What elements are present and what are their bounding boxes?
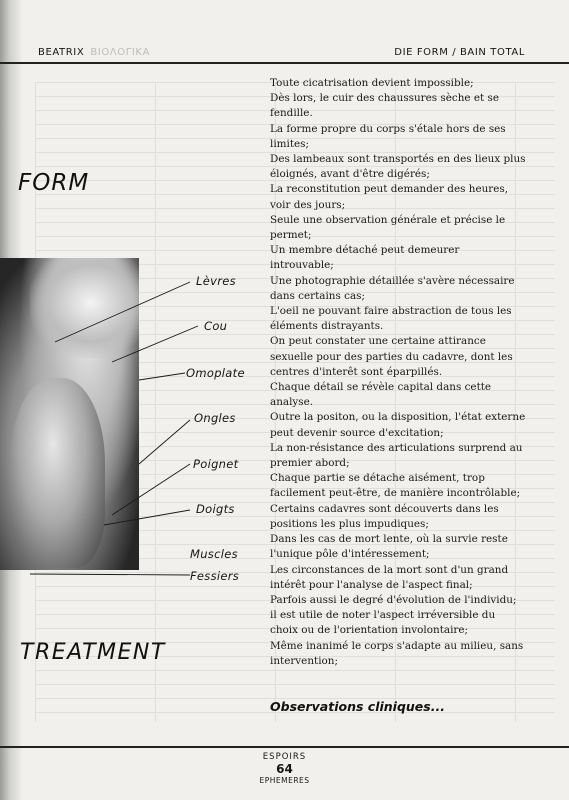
body-text-line: L'oeil ne pouvant faire abstraction de tous les bbox=[270, 305, 512, 318]
body-text-line: centres d'interêt sont éparpillés. bbox=[270, 365, 443, 378]
body-text-line: Certains cadavres sont découverts dans les bbox=[270, 502, 499, 515]
label-muscles: Muscles bbox=[190, 547, 238, 561]
header-author: BEATRIX bbox=[38, 47, 85, 58]
body-text-line: Toute cicatrisation devient impossible; bbox=[270, 77, 474, 89]
body-text-line: Dans les cas de mort lente, où la survie reste bbox=[270, 533, 508, 546]
body-text-line: Chaque partie se détache aisément, trop bbox=[270, 472, 485, 485]
footer-espoirs: ESPOIRS bbox=[262, 752, 307, 762]
body-text-line: dans certains cas; bbox=[270, 289, 365, 302]
body-text-line: Chaque détail se révèle capital dans cette bbox=[270, 381, 492, 394]
signature-text: Observations cliniques... bbox=[270, 699, 445, 714]
body-text-line: On peut constater une certaine attirance bbox=[270, 335, 486, 348]
label-levres: Lèvres bbox=[196, 274, 236, 288]
body-text-line: La non-résistance des articulations surprend au bbox=[270, 441, 523, 454]
body-text-line: analyse. bbox=[270, 396, 314, 409]
title-treatment: TREATMENT bbox=[20, 640, 166, 665]
body-text-line: sexuelle pour des parties du cadavre, dont les bbox=[270, 350, 513, 363]
body-text-line: il est utile de noter l'aspect irréversible du bbox=[270, 609, 496, 622]
body-text-line: premier abord; bbox=[270, 457, 350, 470]
body-text-line: facilement peut-être, de manière incontrôlable; bbox=[270, 487, 521, 500]
body-text-line: Seule une observation générale et précise le bbox=[270, 213, 506, 226]
body-text-line: permet; bbox=[270, 229, 312, 242]
body-text-line: intérêt pour l'analyse de l'aspect final; bbox=[270, 578, 473, 591]
label-omoplate: Omoplate bbox=[186, 366, 245, 380]
body-text-line: Les circonstances de la mort sont d'un grand bbox=[270, 563, 509, 576]
body-text-line: voir des jours; bbox=[270, 198, 346, 211]
body-text-line: Dès lors, le cuir des chaussures sèche et se bbox=[270, 92, 499, 105]
body-text-line: Même inanimé le corps s'adapte au milieu, sans bbox=[270, 639, 524, 652]
body-text-line: Une photographie détaillée s'avère nécessaire bbox=[270, 274, 515, 287]
page-footer bbox=[0, 752, 569, 785]
body-text-line: Un membre détaché peut demeurer bbox=[270, 244, 460, 257]
body-text-line: limites; bbox=[270, 137, 309, 150]
body-text-line: Parfois aussi le degré d'évolution de l'individu; bbox=[270, 593, 517, 606]
label-ongles: Ongles bbox=[194, 411, 236, 425]
photo-figure bbox=[10, 378, 105, 568]
body-text-line: choix ou de l'orientation involontaire; bbox=[270, 624, 469, 637]
photo-drapery bbox=[30, 258, 139, 358]
body-text-line: Des lambeaux sont transportés en des lieux plus bbox=[270, 153, 526, 166]
body-text-line: Outre la positon, ou la disposition, l'état externe bbox=[270, 411, 526, 424]
header-ghost-text: ΒΙΟΛΟΓΙΚΑ bbox=[90, 47, 151, 58]
header-left bbox=[38, 47, 150, 58]
footer-rule bbox=[0, 746, 569, 748]
label-doigts: Doigts bbox=[196, 502, 235, 516]
body-text-line: intervention; bbox=[270, 654, 338, 667]
header-rule bbox=[0, 62, 569, 64]
footer-ephemeres: EPHEMERES bbox=[259, 776, 310, 785]
body-text-line: fendille. bbox=[270, 107, 313, 120]
body-text-line: l'unique pôle d'intéressement; bbox=[270, 548, 430, 561]
body-text-line: introuvable; bbox=[270, 259, 334, 272]
page-header bbox=[0, 47, 569, 63]
title-form: FORM bbox=[18, 170, 90, 196]
label-poignet: Poignet bbox=[193, 457, 239, 471]
body-text bbox=[270, 76, 556, 669]
body-text-line: peut devenir source d'excitation; bbox=[270, 426, 444, 439]
body-text-line: éléments distrayants. bbox=[270, 320, 384, 333]
body-text-line: éloignés, avant d'être digérés; bbox=[270, 168, 430, 181]
body-text-line: La reconstitution peut demander des heures, bbox=[270, 183, 509, 196]
header-title: DIE FORM / BAIN TOTAL bbox=[394, 47, 525, 58]
page-number: 64 bbox=[276, 762, 293, 776]
body-text-line: La forme propre du corps s'étale hors de ses bbox=[270, 122, 506, 135]
label-cou: Cou bbox=[204, 319, 228, 333]
body-text-line: positions les plus impudiques; bbox=[270, 517, 429, 530]
label-fessiers: Fessiers bbox=[190, 569, 240, 583]
body-photograph bbox=[0, 258, 139, 570]
